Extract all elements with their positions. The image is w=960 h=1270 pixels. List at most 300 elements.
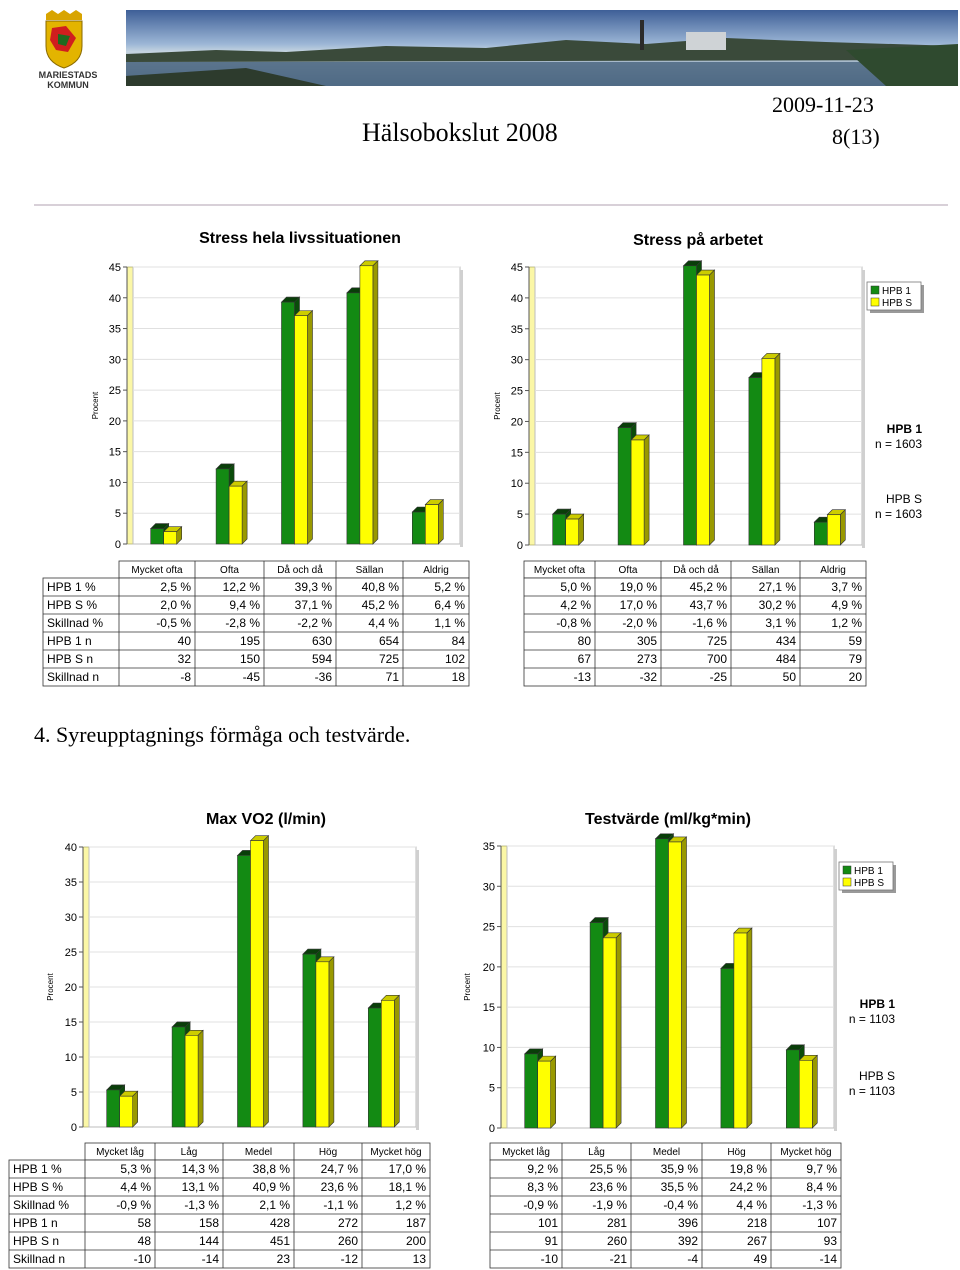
y-tick-label: 35 [108, 323, 121, 336]
table-cell: 43,7 % [689, 598, 727, 612]
table-row-label: Skillnad n [13, 1252, 66, 1266]
table-cell: -21 [609, 1252, 627, 1266]
bar-side [308, 311, 313, 544]
table-header-cell: Hög [318, 1147, 338, 1158]
bar-side [616, 933, 621, 1128]
table-cell: 2,0 % [160, 598, 191, 612]
y-tick-label: 35 [482, 841, 495, 853]
table-cell: 5,0 % [560, 580, 591, 594]
table-cell: 484 [775, 652, 796, 666]
y-tick-label: 30 [510, 354, 523, 367]
table-cell: 392 [677, 1234, 698, 1248]
bar-side [438, 500, 443, 544]
plot-side-wall [501, 846, 507, 1128]
y-tick-label: 10 [482, 1042, 495, 1055]
chart-title: Stress på arbetet [633, 232, 763, 249]
bar-front [185, 1035, 198, 1127]
table-header-cell: Mycket låg [96, 1147, 144, 1158]
table-cell: 1,2 % [831, 616, 862, 630]
y-tick-label: 5 [488, 1082, 495, 1095]
y-tick-label: 5 [516, 509, 523, 522]
legend [867, 282, 924, 313]
table-cell: 200 [405, 1234, 426, 1248]
bar-hpbs-1 [566, 514, 584, 545]
y-tick-label: 10 [510, 478, 523, 491]
bar-side [394, 995, 399, 1127]
bar-hpbs-4 [360, 261, 378, 544]
table-row-label: HPB S % [13, 1180, 64, 1194]
table-header-cell: Mycket ofta [533, 565, 586, 576]
y-tick-label: 15 [482, 1002, 495, 1015]
logo-text-line2: KOMMUN [47, 80, 89, 90]
y-tick-label: 0 [488, 1123, 495, 1135]
y-tick-label: 40 [108, 292, 121, 305]
document-title: Hälsobokslut 2008 [362, 118, 558, 147]
bar-side [682, 837, 687, 1128]
table-cell: -10 [133, 1252, 151, 1266]
table-cell: 37,1 % [294, 598, 332, 612]
table-cell: -1,3 % [802, 1198, 837, 1212]
y-tick-label: 30 [108, 354, 121, 367]
table-header-cell: Sällan [751, 565, 780, 576]
bar-side [710, 270, 715, 545]
bar-front [697, 275, 710, 545]
y-tick-label: 20 [64, 982, 77, 994]
table-cell: 4,9 % [831, 598, 862, 612]
bar-hpbs-5 [425, 500, 443, 544]
y-tick-label: 30 [64, 912, 77, 924]
table-cell: 49 [753, 1252, 767, 1266]
table-cell: 13 [412, 1252, 426, 1266]
data-table [9, 1143, 430, 1268]
y-tick-label: 25 [64, 947, 77, 959]
table-cell: 17,0 % [388, 1162, 426, 1176]
table-cell: -0,8 % [556, 616, 591, 630]
table-cell: 272 [337, 1216, 358, 1230]
bar-front [151, 529, 164, 544]
table-cell: 4,4 % [120, 1180, 151, 1194]
bar-front [603, 938, 616, 1128]
legend [839, 862, 896, 893]
table-cell: 1,2 % [395, 1198, 426, 1212]
y-tick-label: 20 [482, 961, 495, 974]
chart-1 [43, 230, 469, 686]
table-cell: 273 [636, 652, 657, 666]
table-cell: 45,2 % [689, 580, 727, 594]
plot-shadow [416, 850, 419, 1130]
y-axis-label: Procent [46, 973, 55, 1001]
page-number: 8(13) [832, 124, 880, 149]
bar-front [814, 522, 827, 545]
plot-side-wall [83, 847, 89, 1127]
bar-side [644, 435, 649, 545]
table-header-cell: Hög [727, 1147, 746, 1158]
bar-front [749, 378, 762, 545]
table-cell: 38,8 % [252, 1162, 290, 1176]
table-cell: 40 [177, 634, 191, 648]
table-cell: -12 [340, 1252, 358, 1266]
table-header-cell: Ofta [220, 565, 239, 576]
y-tick-label: 25 [108, 385, 121, 398]
table-header-cell: Låg [588, 1147, 605, 1158]
table-cell: 218 [746, 1216, 767, 1230]
bar-front [553, 514, 566, 545]
table-cell: 23 [276, 1252, 290, 1266]
table-header-cell: Då och då [277, 565, 323, 576]
bar-front [303, 954, 316, 1127]
bar-front [295, 316, 308, 544]
chart-3 [9, 811, 430, 1268]
table-cell: 3,7 % [831, 580, 862, 594]
table-cell: 40,8 % [361, 580, 399, 594]
table-header-cell: Mycket ofta [131, 565, 183, 576]
table-cell: -1,9 % [592, 1198, 627, 1212]
y-tick-label: 5 [114, 508, 121, 521]
table-cell: -25 [709, 670, 727, 684]
chart-title: Testvärde (ml/kg*min) [585, 811, 751, 828]
table-cell: 144 [198, 1234, 219, 1248]
legend-swatch [871, 286, 879, 294]
table-cell: 58 [137, 1216, 151, 1230]
bar-front [799, 1060, 812, 1128]
bar-front [721, 968, 734, 1128]
bar-front [172, 1027, 185, 1127]
table-cell: -32 [639, 670, 657, 684]
table-cell: -2,0 % [622, 616, 657, 630]
y-tick-label: 5 [70, 1087, 77, 1099]
bar-hpbs-4 [762, 353, 780, 545]
table-cell: 700 [706, 652, 727, 666]
table-cell: 35,9 % [660, 1162, 698, 1176]
bar-front [669, 842, 682, 1128]
data-table [43, 561, 469, 686]
table-cell: 4,4 % [368, 616, 399, 630]
bar-side [264, 836, 269, 1127]
y-tick-label: 20 [108, 415, 121, 428]
table-cell: 396 [677, 1216, 698, 1230]
n-label-name: HPB S [858, 1069, 895, 1083]
chart-4 [463, 811, 896, 1268]
table-cell: 18 [451, 670, 465, 684]
table-row-label: HPB S n [47, 652, 94, 666]
bar-hpbs-5 [381, 995, 399, 1127]
legend-label: HPB 1 [882, 286, 911, 297]
bar-side [198, 1030, 203, 1127]
bar-front [360, 266, 373, 544]
bar-side [747, 928, 752, 1128]
table-cell: 102 [444, 652, 465, 666]
table-cell: 79 [848, 652, 862, 666]
y-tick-label: 15 [108, 446, 121, 459]
table-cell: 267 [746, 1234, 767, 1248]
bar-hpbs-4 [734, 928, 752, 1128]
table-cell: 2,1 % [259, 1198, 290, 1212]
n-label-count: n = 1103 [848, 1012, 895, 1026]
bar-hpbs-2 [229, 481, 247, 544]
n-label-count: n = 1603 [874, 437, 922, 451]
table-cell: 305 [636, 634, 657, 648]
table-cell: -0,9 % [523, 1198, 558, 1212]
table-cell: 80 [577, 634, 591, 648]
table-cell: 35,5 % [660, 1180, 698, 1194]
y-tick-label: 45 [510, 262, 523, 274]
bar-side [133, 1091, 138, 1127]
bar-hpbs-3 [295, 311, 313, 544]
table-cell: 9,2 % [527, 1162, 558, 1176]
table-cell: 8,3 % [527, 1180, 558, 1194]
table-cell: 9,4 % [229, 598, 260, 612]
data-table [490, 1143, 841, 1268]
y-tick-label: 15 [510, 447, 523, 460]
table-cell: 71 [385, 670, 399, 684]
table-cell: -10 [540, 1252, 558, 1266]
table-cell: -14 [819, 1252, 837, 1266]
bar-hpbs-3 [669, 837, 687, 1128]
table-cell: 101 [537, 1216, 558, 1230]
bar-hpbs-5 [827, 510, 845, 545]
plot-shadow [460, 270, 463, 547]
table-cell: -2,2 % [297, 616, 332, 630]
n-label-name: HPB 1 [859, 997, 895, 1011]
table-cell: 24,7 % [320, 1162, 358, 1176]
table-header-cell: Medel [652, 1147, 681, 1158]
y-tick-label: 0 [516, 540, 523, 552]
plot-shadow [862, 270, 865, 548]
bar-front [238, 855, 251, 1127]
table-cell: -0,5 % [156, 616, 191, 630]
table-header-cell: Medel [244, 1147, 273, 1158]
table-cell: 27,1 % [758, 580, 796, 594]
table-row-label: HPB S n [13, 1234, 60, 1248]
bar-front [684, 266, 697, 545]
table-header-cell: Aldrig [423, 565, 449, 576]
table-header-cell: Mycket hög [370, 1147, 422, 1158]
plot-shadow [834, 849, 837, 1131]
n-label-name: HPB S [885, 492, 922, 506]
table-header-cell: Mycket hög [780, 1147, 832, 1158]
bar-side [329, 957, 334, 1127]
bar-hpbs-4 [316, 957, 334, 1127]
table-cell: 13,1 % [181, 1180, 219, 1194]
bar-front [827, 515, 840, 545]
table-cell: -1,6 % [692, 616, 727, 630]
chart-title: Stress hela livssituationen [199, 230, 401, 247]
table-cell: 281 [606, 1216, 627, 1230]
table-row-label: HPB 1 n [13, 1216, 58, 1230]
table-row-label: HPB 1 % [47, 580, 96, 594]
bar-hpbs-2 [631, 435, 649, 545]
bar-front [282, 302, 295, 544]
table-cell: 725 [706, 634, 727, 648]
bar-side [775, 353, 780, 545]
document-date: 2009-11-23 [772, 92, 874, 117]
table-cell: -45 [242, 670, 260, 684]
table-cell: 428 [269, 1216, 290, 1230]
bar-hpbs-2 [185, 1030, 203, 1127]
legend-swatch [843, 878, 851, 886]
table-cell: -0,9 % [116, 1198, 151, 1212]
bar-front [347, 293, 360, 544]
table-cell: 19,0 % [619, 580, 657, 594]
bar-front [631, 440, 644, 545]
table-cell: 107 [816, 1216, 837, 1230]
legend-swatch [843, 866, 851, 874]
table-cell: 1,1 % [434, 616, 465, 630]
y-tick-label: 40 [510, 292, 523, 305]
table-cell: 187 [405, 1216, 426, 1230]
table-cell: 158 [198, 1216, 219, 1230]
plot-side-wall [127, 267, 133, 544]
bar-front [566, 519, 579, 545]
table-cell: 5,3 % [120, 1162, 151, 1176]
table-cell: -0,4 % [663, 1198, 698, 1212]
y-tick-label: 20 [510, 416, 523, 429]
n-label-name: HPB 1 [886, 422, 922, 436]
legend-label: HPB 1 [854, 866, 883, 877]
bar-side [840, 510, 845, 545]
table-row-label: HPB 1 n [47, 634, 92, 648]
bar-hpbs-3 [251, 836, 269, 1127]
table-cell: 12,2 % [222, 580, 260, 594]
table-cell: 30,2 % [758, 598, 796, 612]
table-cell: 20 [848, 670, 862, 684]
table-header-cell: Aldrig [820, 565, 846, 576]
table-cell: 32 [177, 652, 191, 666]
bar-front [786, 1050, 799, 1128]
table-cell: 8,4 % [806, 1180, 837, 1194]
bar-front [618, 428, 631, 545]
table-header-cell: Låg [180, 1147, 198, 1158]
table-cell: 725 [378, 652, 399, 666]
y-tick-label: 0 [114, 539, 121, 551]
bar-front [368, 1008, 381, 1127]
table-cell: 67 [577, 652, 591, 666]
table-cell: 260 [337, 1234, 358, 1248]
table-cell: 23,6 % [589, 1180, 627, 1194]
table-cell: 5,2 % [434, 580, 465, 594]
bar-front [538, 1061, 551, 1128]
y-tick-label: 35 [64, 877, 77, 889]
table-cell: 4,4 % [736, 1198, 767, 1212]
table-cell: -4 [687, 1252, 698, 1266]
y-tick-label: 25 [482, 921, 495, 934]
table-cell: 19,8 % [729, 1162, 767, 1176]
table-cell: 4,2 % [560, 598, 591, 612]
table-row-label: HPB 1 % [13, 1162, 62, 1176]
bar-front [120, 1096, 133, 1127]
chart-title: Max VO2 (l/min) [205, 811, 327, 828]
y-tick-label: 10 [64, 1052, 77, 1064]
table-cell: 150 [239, 652, 260, 666]
bar-hpbs-2 [603, 933, 621, 1128]
table-cell: 260 [606, 1234, 627, 1248]
table-header-cell: Då och då [673, 565, 719, 576]
bar-front [251, 841, 264, 1127]
y-tick-label: 40 [64, 842, 77, 854]
table-cell: 45,2 % [361, 598, 399, 612]
table-cell: 39,3 % [294, 580, 332, 594]
bar-side [551, 1056, 556, 1128]
table-cell: 9,7 % [806, 1162, 837, 1176]
table-cell: 91 [544, 1234, 558, 1248]
table-cell: 2,5 % [160, 580, 191, 594]
table-header-cell: Mycket låg [502, 1147, 550, 1158]
table-cell: -13 [573, 670, 591, 684]
legend-label: HPB S [882, 298, 913, 309]
bar-front [425, 505, 438, 544]
bar-hpbs-5 [799, 1055, 817, 1128]
bar-front [381, 1000, 394, 1127]
table-cell: -1,3 % [184, 1198, 219, 1212]
table-cell: 14,3 % [181, 1162, 219, 1176]
section-heading: 4. Syreupptagnings förmåga och testvärde. [34, 722, 411, 747]
y-tick-label: 10 [108, 477, 121, 490]
table-cell: 24,2 % [729, 1180, 767, 1194]
y-tick-label: 35 [510, 323, 523, 336]
table-cell: 594 [311, 652, 332, 666]
bar-front [164, 532, 177, 544]
table-cell: 434 [775, 634, 796, 648]
table-cell: 59 [848, 634, 862, 648]
bar-front [316, 962, 329, 1127]
bar-front [762, 358, 775, 545]
legend-swatch [871, 298, 879, 306]
table-cell: -8 [180, 670, 191, 684]
table-cell: -1,1 % [323, 1198, 358, 1212]
bar-hpbs-1 [164, 527, 182, 544]
y-tick-label: 25 [510, 385, 523, 398]
bar-side [579, 514, 584, 545]
y-tick-label: 45 [108, 262, 121, 274]
table-cell: 654 [378, 634, 399, 648]
table-row-label: Skillnad % [13, 1198, 70, 1212]
logo-text-line1: MARIESTADS [38, 70, 98, 80]
y-tick-label: 30 [482, 881, 495, 894]
bar-side [242, 481, 247, 544]
y-axis-label: Procent [493, 392, 502, 420]
table-header-cell: Ofta [618, 565, 638, 576]
table-cell: 25,5 % [589, 1162, 627, 1176]
table-cell: 84 [451, 634, 465, 648]
chart-2 [493, 231, 924, 686]
table-row-label: Skillnad n [47, 670, 100, 684]
bar-front [412, 512, 425, 544]
bar-side [373, 261, 378, 544]
bar-front [656, 839, 669, 1128]
table-cell: -2,8 % [225, 616, 260, 630]
table-cell: -14 [201, 1252, 219, 1266]
table-cell: 6,4 % [434, 598, 465, 612]
bar-hpbs-1 [120, 1091, 138, 1127]
y-axis-label: Procent [463, 973, 472, 1001]
table-header-cell: Sällan [355, 565, 384, 576]
table-cell: 451 [269, 1234, 290, 1248]
table-cell: -36 [314, 670, 332, 684]
n-label-count: n = 1103 [848, 1084, 895, 1098]
y-tick-label: 0 [70, 1122, 77, 1134]
legend-label: HPB S [854, 878, 885, 889]
table-cell: 48 [137, 1234, 151, 1248]
table-cell: 40,9 % [252, 1180, 290, 1194]
table-cell: 23,6 % [320, 1180, 358, 1194]
n-label-count: n = 1603 [874, 507, 922, 521]
table-row-label: Skillnad % [47, 616, 104, 630]
table-cell: 195 [239, 634, 260, 648]
data-table [524, 561, 866, 686]
bar-hpbs-1 [538, 1056, 556, 1128]
bar-front [107, 1090, 120, 1127]
plot-side-wall [529, 267, 535, 545]
